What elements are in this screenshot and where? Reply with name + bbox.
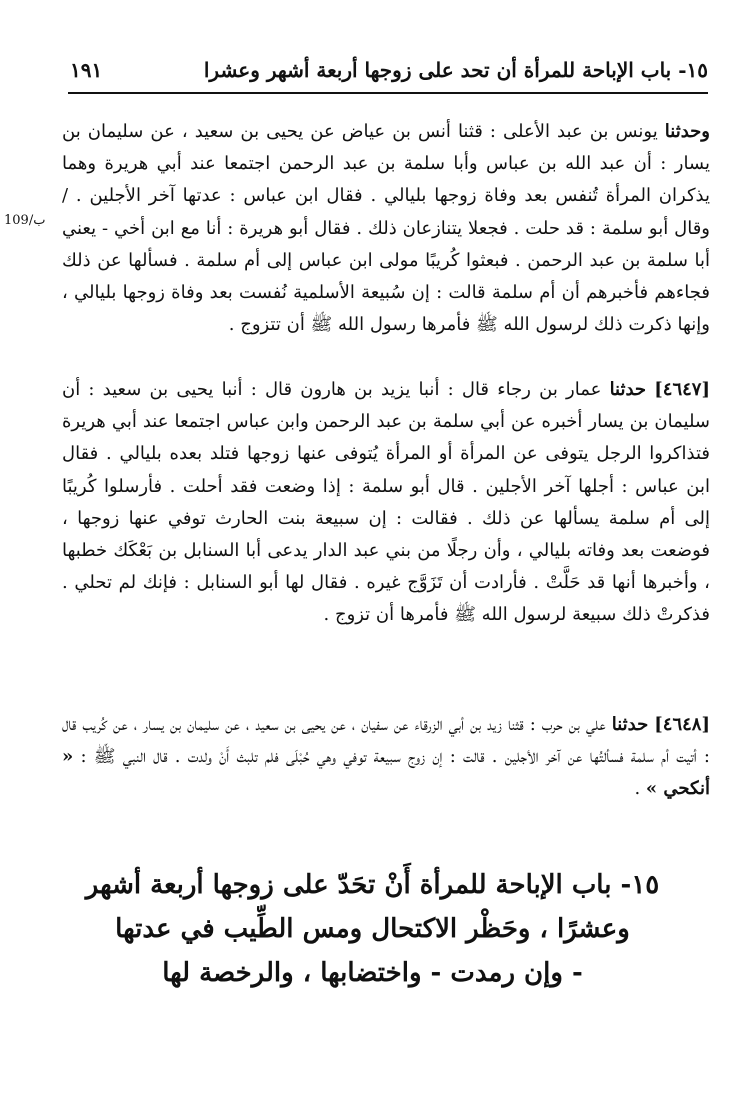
running-chapter-title: ١٥- باب الإباحة للمرأة أن تحد على زوجها أربعة أشهر وعشرا <box>203 58 708 82</box>
hadith-lead-word: حدثنا <box>611 714 649 735</box>
hadith-paragraph <box>62 374 710 632</box>
page-number: ١٩١ <box>70 58 103 82</box>
hadith-tail: . <box>634 778 641 800</box>
prophet-quote: « أنكحي » <box>62 746 710 800</box>
hadith-number: [٤٦٤٧] <box>654 379 710 400</box>
hadith-paragraph <box>62 116 710 341</box>
hadith-text: عمار بن رجاء قال : أنبا يزيد بن هارون قال : أنبا يحيى بن سعيد : أن سليمان بن يسار أخبره عن أبي سلمة بن عبد الرحمن وابن عباس اجتمعا عند أبي هريرة فتذاكروا الرجل يتوفى عن المرأة أو المرأة يُتوفى عنها زوجها فتلد بعده بليالي . فقال ابن عباس : أجلها آخر الأجلين . قال أبو سلمة : إذا وضعت فقد أحلت . فأرسلوا كُريبًا إلى أم سلمة يسألها عن ذلك . فقالت : إن سبيعة بنت الحارث توفي عنها زوجها ، فوضعت بعد وفاته بليالي ، وأن رجلًا من بني عبد الدار يدعى أبا السنابل بن بَعْكَك خطبها ، وأخبرها أنها قد حَلَّتْ . فأرادت أن تَزَوَّج غيره . فقال لها أبو السنابل : فإنك لم تحلي . فذكرتْ ذلك سبيعة لرسول الله ﷺ فأمرها أن تزوج . <box>62 379 710 626</box>
hadith-text: يونس بن عبد الأعلى : قثنا أنس بن عياض عن يحيى بن سعيد ، عن سليمان بن يسار : أن عبد الله بن عباس وأبا سلمة بن عبد الرحمن اجتمعا عند أبي هريرة وهما يذكران المرأة تُنفس بعد وفاة زوجها بليالي . فقال ابن عباس : عدتها آخر الأجلين . / وقال أبو سلمة : قد حلت . فجعلا يتنازعان ذلك . فقال أبو هريرة : أنا مع ابن أخي - يعني أبا سلمة بن عبد الرحمن . فبعثوا كُريبًا مولى ابن عباس إلى أم سلمة . فسألها عن ذلك فجاءهم فأخبرهم أن أم سلمة قالت : إن سُبيعة الأسلمية نُفست بعد وفاة زوجها بليالي ، وإنها ذكرت ذلك لرسول الله ﷺ فأمرها رسول الله ﷺ أن تتزوج . <box>62 121 710 336</box>
running-header <box>68 52 708 94</box>
hadith-paragraph <box>62 709 710 806</box>
chapter-heading-line: - وإن رمدت - واختضابها ، والرخصة لها <box>162 958 583 988</box>
manuscript-folio-marker: 109/ب <box>4 213 46 228</box>
chapter-heading-line: ١٥- باب الإباحة للمرأة أَنْ تحَدّ على زوجها أربعة أشهر <box>85 870 660 900</box>
hadith-text: علي بن حرب : قثنا زيد بن أبي الزرقاء عن سفيان ، عن يحيى بن سعيد ، عن سليمان بن يسار ، عن كُريب قال : أتيت أم سلمة فسألتُها عن آخر الأجلين . قالت : إن زوج سبيعة توفي وهي حُبْلَى فلم تلبث أَنْ ولدت . قال النبي ﷺ : <box>62 714 710 768</box>
hadith-number: [٤٦٤٨] <box>654 714 710 735</box>
hadith-lead-word: وحدثنا <box>664 121 710 142</box>
chapter-heading <box>70 863 675 995</box>
hadith-lead-word: حدثنا <box>609 379 647 400</box>
chapter-heading-line: وعشرًا ، وحَظْر الاكتحال ومس الطِّيب في عدتها <box>115 914 630 944</box>
